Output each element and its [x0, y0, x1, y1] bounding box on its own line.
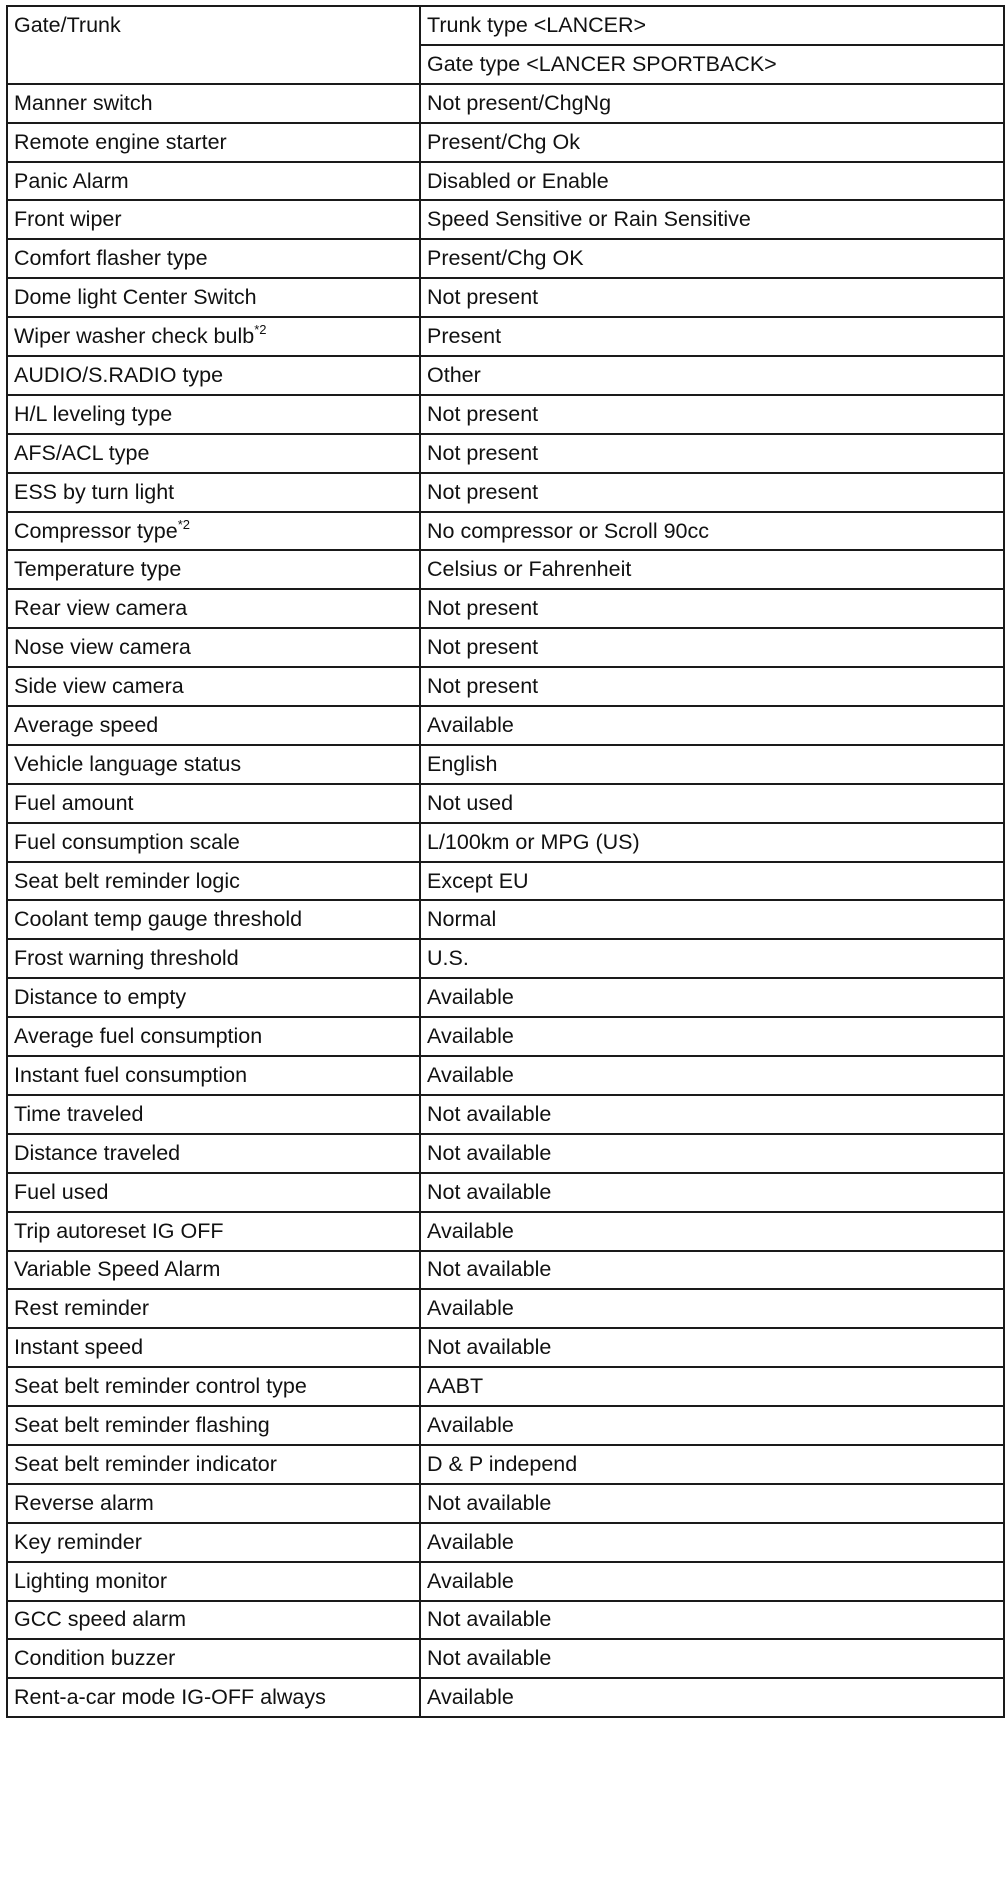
row-value: Not available — [420, 1601, 1004, 1640]
row-label-text: Instant speed — [14, 1335, 144, 1360]
row-label — [7, 239, 420, 278]
row-label — [7, 1289, 420, 1328]
row-label-text: Front wiper — [14, 207, 122, 232]
table-row — [7, 1562, 1004, 1601]
row-label — [7, 512, 420, 551]
row-value: Available — [420, 1406, 1004, 1445]
row-value: L/100km or MPG (US) — [420, 823, 1004, 862]
row-label-text: AUDIO/S.RADIO type — [14, 362, 224, 387]
row-label-text: GCC speed alarm — [14, 1607, 187, 1632]
row-value: English — [420, 745, 1004, 784]
row-value: Not present — [420, 434, 1004, 473]
row-label — [7, 1328, 420, 1367]
table-row — [7, 1678, 1004, 1717]
row-label-text: Manner switch — [14, 90, 153, 115]
row-label — [7, 395, 420, 434]
row-label-text: Variable Speed Alarm — [14, 1257, 221, 1282]
row-value: Gate type <LANCER SPORTBACK> — [420, 45, 1004, 84]
row-label — [7, 667, 420, 706]
row-label — [7, 589, 420, 628]
row-value: Not available — [420, 1095, 1004, 1134]
table-row — [7, 356, 1004, 395]
row-label — [7, 1445, 420, 1484]
table-row — [7, 862, 1004, 901]
table-row — [7, 1367, 1004, 1406]
row-value: Trunk type <LANCER> — [420, 6, 1004, 45]
table-row — [7, 589, 1004, 628]
row-label — [7, 784, 420, 823]
table-row — [7, 1134, 1004, 1173]
table-row — [7, 1173, 1004, 1212]
row-value: Normal — [420, 900, 1004, 939]
row-label — [7, 123, 420, 162]
row-label-text: Average fuel consumption — [14, 1024, 263, 1049]
row-label — [7, 1212, 420, 1251]
row-value: Celsius or Fahrenheit — [420, 550, 1004, 589]
row-value: Available — [420, 1678, 1004, 1717]
row-label — [7, 1017, 420, 1056]
row-value: D & P independ — [420, 1445, 1004, 1484]
row-label-text: AFS/ACL type — [14, 440, 150, 465]
row-value: Not present — [420, 628, 1004, 667]
row-value: AABT — [420, 1367, 1004, 1406]
table-row — [7, 1406, 1004, 1445]
row-value: Disabled or Enable — [420, 162, 1004, 201]
row-label-text: Average speed — [14, 712, 159, 737]
table-row — [7, 1056, 1004, 1095]
table-row — [7, 317, 1004, 356]
row-label-text: Seat belt reminder control type — [14, 1374, 307, 1399]
table-row — [7, 473, 1004, 512]
row-label-text: Comfort flasher type — [14, 246, 208, 271]
table-row — [7, 550, 1004, 589]
footnote-marker: *2 — [254, 322, 267, 338]
row-label-text: Nose view camera — [14, 635, 191, 660]
row-label — [7, 200, 420, 239]
row-label — [7, 1251, 420, 1290]
row-label-text: Remote engine starter — [14, 129, 227, 154]
row-label — [7, 628, 420, 667]
row-value: Other — [420, 356, 1004, 395]
row-label-text: Panic Alarm — [14, 168, 129, 193]
footnote-marker: *2 — [177, 516, 190, 532]
row-label-text: Lighting monitor — [14, 1568, 167, 1593]
row-label — [7, 823, 420, 862]
row-label-text: Rest reminder — [14, 1296, 150, 1321]
row-label — [7, 745, 420, 784]
row-label-text: H/L leveling type — [14, 401, 173, 426]
row-label — [7, 1134, 420, 1173]
row-label-text: Wiper washer check bulb — [14, 324, 255, 349]
row-label — [7, 1639, 420, 1678]
spec-table — [6, 5, 1005, 1718]
row-value: Not available — [420, 1639, 1004, 1678]
row-value: Not available — [420, 1173, 1004, 1212]
row-value: Available — [420, 1212, 1004, 1251]
row-label-text: Vehicle language status — [14, 751, 242, 776]
table-row — [7, 706, 1004, 745]
row-value: Not present — [420, 395, 1004, 434]
row-label-text: Side view camera — [14, 674, 184, 699]
row-value: Available — [420, 1056, 1004, 1095]
row-value: Not available — [420, 1251, 1004, 1290]
row-value: Not available — [420, 1328, 1004, 1367]
table-row — [7, 900, 1004, 939]
table-row — [7, 1523, 1004, 1562]
table-row — [7, 939, 1004, 978]
row-value: Available — [420, 1523, 1004, 1562]
table-row — [7, 1601, 1004, 1640]
row-label — [7, 862, 420, 901]
row-value: Not present — [420, 667, 1004, 706]
row-label — [7, 550, 420, 589]
row-label — [7, 1601, 420, 1640]
row-label — [7, 356, 420, 395]
table-row — [7, 1017, 1004, 1056]
table-row — [7, 1639, 1004, 1678]
row-label-text: Seat belt reminder flashing — [14, 1413, 270, 1437]
row-label-text: Seat belt reminder logic — [14, 868, 240, 893]
row-value: Not present — [420, 473, 1004, 512]
table-row — [7, 123, 1004, 162]
row-label-text: Dome light Center Switch — [14, 285, 257, 310]
row-value: Available — [420, 1289, 1004, 1328]
row-label — [7, 900, 420, 939]
table-row — [7, 628, 1004, 667]
row-label — [7, 1056, 420, 1095]
table-row — [7, 745, 1004, 784]
row-label — [7, 978, 420, 1017]
table-row — [7, 434, 1004, 473]
row-value: Not present — [420, 278, 1004, 317]
table-row — [7, 84, 1004, 123]
table-row — [7, 667, 1004, 706]
row-label-text: Fuel used — [14, 1179, 109, 1204]
row-value: Present/Chg Ok — [420, 123, 1004, 162]
row-value: Available — [420, 1017, 1004, 1056]
row-value: Available — [420, 978, 1004, 1017]
row-label — [7, 1406, 420, 1445]
table-row-gate-trunk — [7, 6, 1004, 45]
row-label — [7, 1095, 420, 1134]
table-row — [7, 200, 1004, 239]
row-value: Present — [420, 317, 1004, 356]
table-row — [7, 239, 1004, 278]
table-row — [7, 978, 1004, 1017]
row-label-text: Temperature type — [14, 557, 182, 582]
row-label — [7, 278, 420, 317]
row-label-text: Coolant temp gauge threshold — [14, 907, 303, 932]
table-row — [7, 1095, 1004, 1134]
row-value: No compressor or Scroll 90cc — [420, 512, 1004, 551]
row-value: Present/Chg OK — [420, 239, 1004, 278]
table-row — [7, 1212, 1004, 1251]
row-label-text: Fuel consumption scale — [14, 829, 240, 854]
row-label-text: Condition buzzer — [14, 1646, 176, 1671]
row-value: U.S. — [420, 939, 1004, 978]
row-label — [7, 162, 420, 201]
row-label — [7, 434, 420, 473]
row-label-text: Reverse alarm — [14, 1490, 154, 1515]
row-label — [7, 706, 420, 745]
table-row — [7, 512, 1004, 551]
table-row — [7, 1484, 1004, 1523]
table-row — [7, 784, 1004, 823]
row-value: Not present/ChgNg — [420, 84, 1004, 123]
row-label-text: Distance to empty — [14, 985, 187, 1010]
row-label: Gate/Trunk — [7, 6, 420, 84]
row-value: Except EU — [420, 862, 1004, 901]
row-label-text: Frost warning threshold — [14, 946, 239, 971]
row-label — [7, 1484, 420, 1523]
row-label-text: Rear view camera — [14, 596, 188, 621]
table-row — [7, 1251, 1004, 1290]
spec-table-body — [7, 6, 1004, 1717]
row-value: Available — [420, 1562, 1004, 1601]
row-label — [7, 1678, 420, 1717]
table-row — [7, 162, 1004, 201]
row-value: Not used — [420, 784, 1004, 823]
row-label-text: Compressor type — [14, 518, 178, 543]
row-label-text: Instant fuel consumption — [14, 1062, 248, 1087]
row-label-text: ESS by turn light — [14, 479, 175, 504]
row-label-text: Trip autoreset IG OFF — [14, 1218, 224, 1243]
table-row — [7, 1289, 1004, 1328]
row-label — [7, 317, 420, 356]
row-value: Not present — [420, 589, 1004, 628]
row-label-text: Key reminder — [14, 1529, 142, 1554]
row-value: Not available — [420, 1134, 1004, 1173]
row-label — [7, 939, 420, 978]
row-label — [7, 1523, 420, 1562]
table-row — [7, 823, 1004, 862]
table-row — [7, 1445, 1004, 1484]
row-value: Speed Sensitive or Rain Sensitive — [420, 200, 1004, 239]
row-label-text: Seat belt reminder indicator — [14, 1451, 277, 1476]
row-label-text: Time traveled — [14, 1101, 144, 1126]
row-label — [7, 1367, 420, 1406]
row-label — [7, 473, 420, 512]
row-label — [7, 84, 420, 123]
row-label-text: Rent-a-car mode IG-OFF always — [14, 1685, 326, 1710]
row-label-text: Fuel amount — [14, 790, 134, 815]
row-label — [7, 1562, 420, 1601]
row-value: Available — [420, 706, 1004, 745]
row-label-text: Distance traveled — [14, 1140, 181, 1165]
row-label — [7, 1173, 420, 1212]
table-row — [7, 1328, 1004, 1367]
table-row — [7, 395, 1004, 434]
row-value: Not available — [420, 1484, 1004, 1523]
table-row — [7, 278, 1004, 317]
